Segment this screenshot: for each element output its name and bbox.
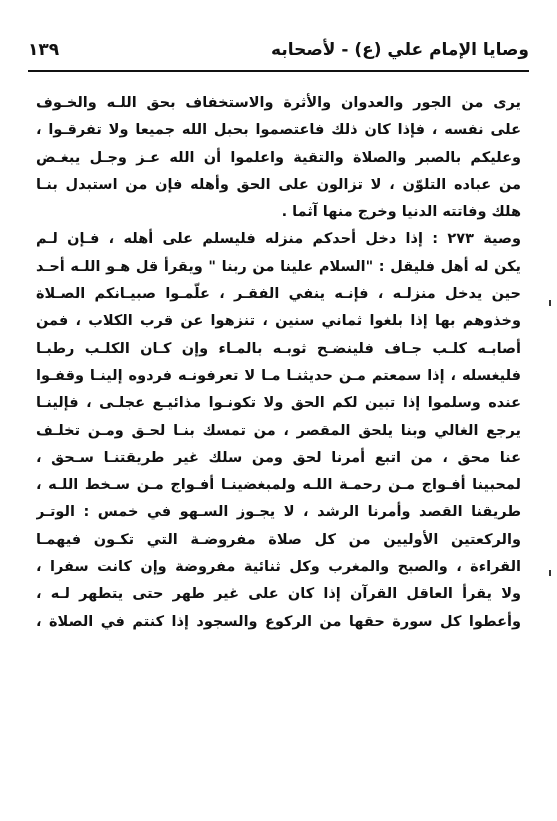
text-line: يرى من الجور والعدوان والأثرة والاستخفاف بحق اللـه والخـوف — [36, 95, 521, 111]
text-line — [36, 226, 521, 253]
text-line: على نفسه ، فإذا كان ذلك فاعتصموا بحبل الله جميعا ولا تفرقـوا ، — [36, 122, 521, 139]
text-line: وخذوهم بها إذا بلغوا ثماني سنين ، تنزهوا عن قرب الكلاب ، فمن — [36, 313, 521, 330]
text-line: هلك وفاتته الدنيا وخرج منها آثما . — [281, 204, 521, 221]
header-divider — [28, 70, 529, 72]
text-line: عنده وسلموا إذا تبين لكم الحق ولا تكونـوا مذائيـع عجلـى ، فإلينـا — [36, 395, 521, 412]
scan-edge-mark — [549, 300, 551, 306]
text-line: يكن له أهل فليقل : "السلام علينا من ربنا " ويقرأ قل هـو اللـه أحـد — [36, 258, 521, 275]
text-fragment: إذا دخل أحدكم منزله فليسلم على أهله ، فـإن لـم — [36, 231, 423, 248]
text-line: من عباده التلوّن ، لا تزالون على الحق وأهله فإن من استبدل بنـا — [36, 176, 521, 193]
text-line: ولا يقرأ العاقل القرآن إذا كان على غير طهر حتى يتطهر لـه ، — [36, 586, 521, 603]
text-line: أصابـه كلـب جـاف فلينضـح ثوبـه بالمـاء وإن كـان الكلـب رطبـا — [36, 340, 521, 357]
page-body — [36, 90, 521, 636]
running-title: وصايا الإمام علي (ع) - لأصحابه — [271, 40, 529, 60]
text-line: لمحبينا أفـواج مـن رحمـة اللـه ولمبغضينـا أفـواج مـن سـخط اللـه ، — [36, 477, 521, 494]
section-label: وصية ٢٧٣ : — [432, 231, 521, 248]
text-line: وعليكم بالصبر والصلاة والتقية واعلموا أن الله عـز وجـل يبغـض — [36, 149, 521, 166]
text-line: القراءة ، والصبح والمغرب وكل ثنائية مفروضة وإن كانت سفرا ، — [36, 559, 521, 576]
paragraph-continuation — [36, 90, 521, 226]
text-line: حين يدخل منزلـه ، فإنـه ينفي الفقـر ، علّمـوا صبيـانكم الصـلاة — [36, 286, 521, 303]
paragraph-wasiyya-273 — [36, 226, 521, 635]
text-line: فليغسله ، إذا سمعتم مـن حديثنـا مـا لا تعرفونـه فردوه إلينـا وقفـوا — [36, 367, 521, 384]
text-line: طريقنا القصد وأمرنا الرشد ، لا يجـوز السـهو في خمس : الوتـر — [36, 504, 521, 521]
text-line: عنا محق ، من اتبع أمرنا لحق ومن سلك غير طريقتنـا سـحق ، — [36, 449, 521, 466]
text-line: يرجع الغالي وبنا يلحق المقصر ، من تمسك بنـا لحـق ومـن تخلـف — [36, 422, 521, 439]
scan-edge-mark — [549, 570, 551, 576]
page-header — [28, 40, 529, 70]
page-number: ١٣٩ — [28, 40, 60, 60]
text-line: وأعطوا كل سورة حقها من الركوع والسجود إذا كنتم في الصلاة ، — [36, 613, 521, 630]
text-line: والركعتين الأوليين من كل صلاة مفروضـة التي تكـون فيهمـا — [36, 531, 521, 548]
